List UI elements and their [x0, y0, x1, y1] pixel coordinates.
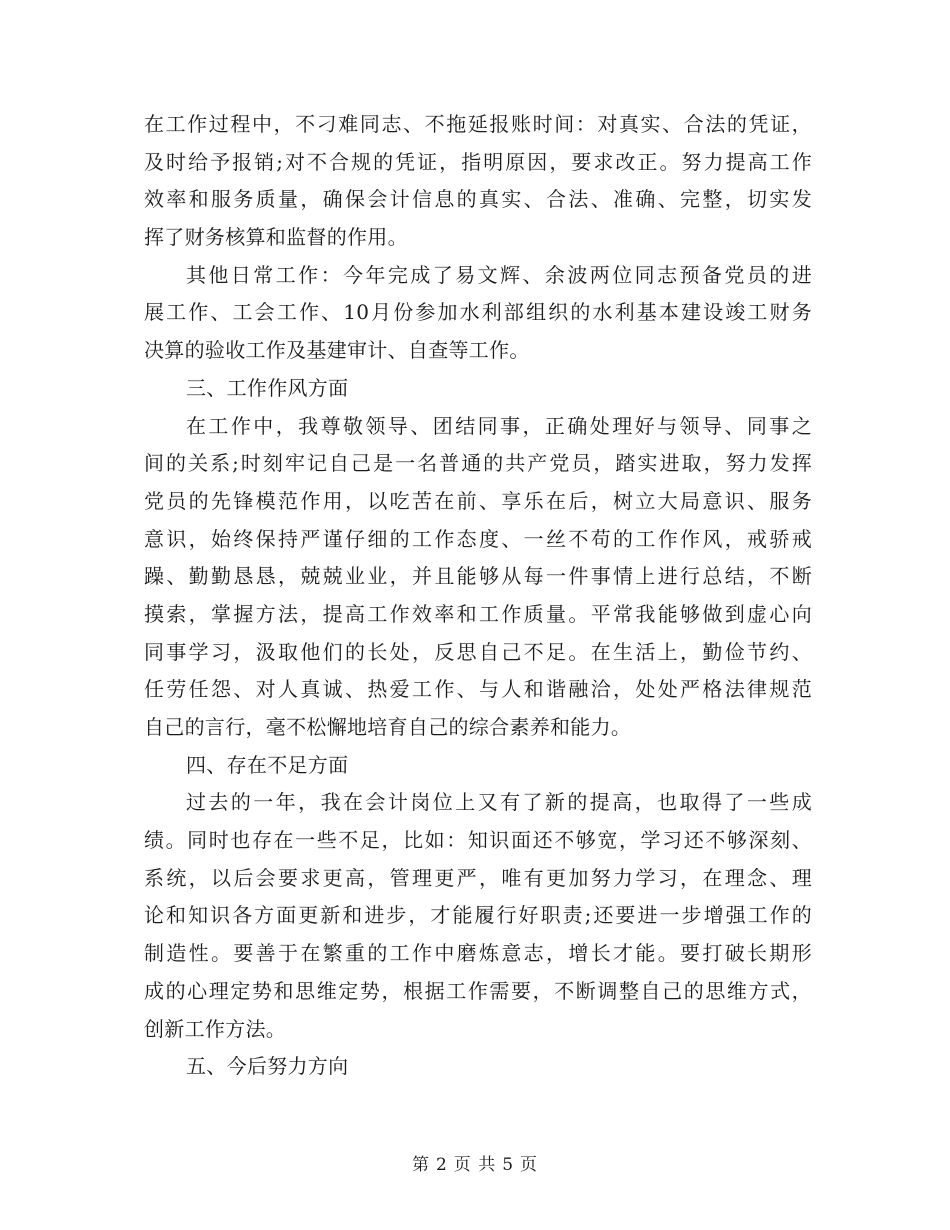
text-line: 论和知识各方面更新和进步，才能履行好职责;还要进一步增强工作的 [144, 903, 812, 928]
text-line: 同事学习，汲取他们的长处，反思自己不足。在生活上，勤俭节约、 [144, 639, 812, 664]
text-line: 展工作、工会工作、10月份参加水利部组织的水利基本建设竣工财务 [144, 300, 812, 325]
text-line: 挥了财务核算和监督的作用。 [144, 225, 408, 250]
text-line: 在工作过程中，不刁难同志、不拖延报账时间：对真实、合法的凭证， [144, 112, 812, 136]
text-line: 五、今后努力方向 [186, 1054, 349, 1079]
footer-total-pages: 5 [502, 1155, 515, 1175]
text-line: 决算的验收工作及基建审计、自查等工作。 [144, 338, 530, 363]
text-line: 党员的先锋模范作用，以吃苦在前、享乐在后，树立大局意识、服务 [144, 488, 812, 513]
text-line: 其他日常工作：今年完成了易文辉、余波两位同志预备党员的进 [186, 262, 812, 287]
text-line: 及时给予报销;对不合规的凭证，指明原因，要求改正。努力提高工作 [144, 149, 812, 174]
text-line: 三、工作作风方面 [186, 375, 349, 400]
text-line: 成的心理定势和思维定势，根据工作需要，不断调整自己的思维方式， [144, 978, 812, 1003]
text-line: 躁、勤勤恳恳，兢兢业业，并且能够从每一件事情上进行总结，不断 [144, 564, 812, 589]
text-line: 系统，以后会要求更高，管理更严，唯有更加努力学习，在理念、理 [144, 865, 812, 890]
text-line: 绩。同时也存在一些不足，比如：知识面还不够宽，学习还不够深刻、 [144, 828, 812, 853]
footer-prefix: 第 [411, 1155, 430, 1175]
text-line: 摸索，掌握方法，提高工作效率和工作质量。平常我能够做到虚心向 [144, 601, 812, 626]
footer-suffix: 页 [520, 1155, 539, 1175]
text-line: 效率和服务质量，确保会计信息的真实、合法、准确、完整，切实发 [144, 187, 812, 212]
document-body [144, 106, 812, 1086]
text-line: 制造性。要善于在繁重的工作中磨炼意志，增长才能。要打破长期形 [144, 941, 812, 966]
text-line: 过去的一年，我在会计岗位上又有了新的提高，也取得了一些成 [186, 790, 812, 815]
text-line: 意识，始终保持严谨仔细的工作态度、一丝不苟的工作作风，戒骄戒 [144, 526, 812, 551]
text-line: 创新工作方法。 [144, 1016, 287, 1041]
footer-current-page: 2 [435, 1155, 448, 1175]
page-footer [0, 1150, 950, 1175]
text-line: 间的关系;时刻牢记自己是一名普通的共产党员，踏实进取，努力发挥 [144, 451, 812, 476]
text-line: 在工作中，我尊敬领导、团结同事，正确处理好与领导、同事之 [186, 413, 812, 438]
text-line: 自己的言行，毫不松懈地培育自己的综合素养和能力。 [144, 715, 632, 739]
text-line: 任劳任怨、对人真诚、热爱工作、与人和谐融洽，处处严格法律规范 [144, 677, 812, 702]
footer-middle: 页 共 [453, 1155, 497, 1175]
text-line: 四、存在不足方面 [186, 752, 349, 777]
